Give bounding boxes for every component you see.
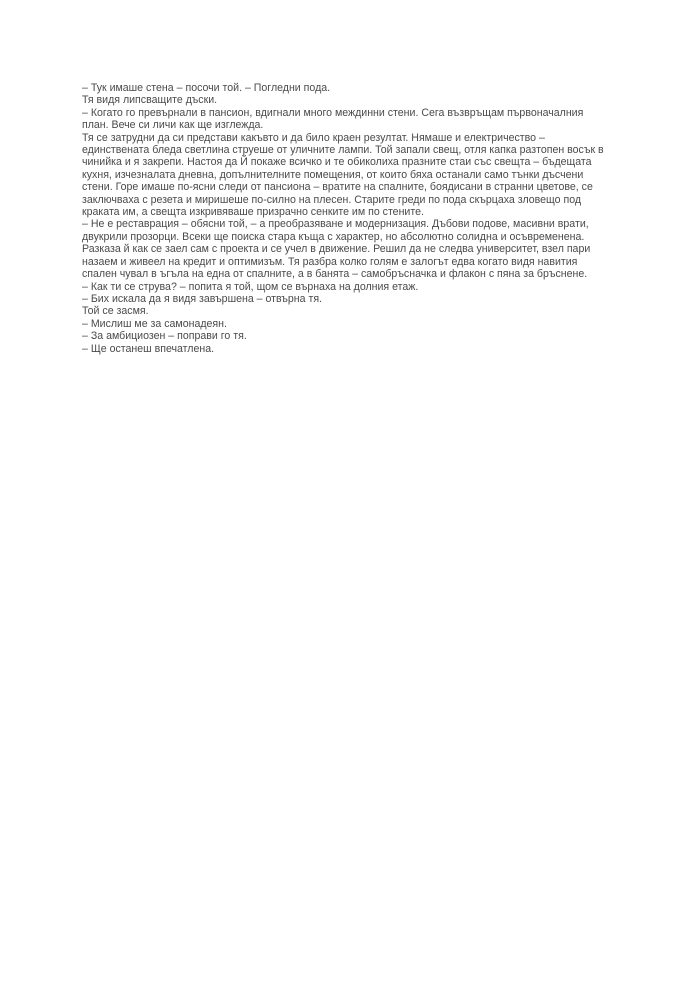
text-line: чинийка и я закрепи. Настоя да Й покаже всичко и те обиколиха празните стаи със свещта – бъдещата — [82, 156, 592, 169]
text-line: Разказа й как се заел сам с проекта и се учел в движение. Решил да не следва университет, взел пари — [82, 243, 591, 256]
text-line: – Как ти се струва? – попита я той, щом се върнаха на долния етаж. — [82, 280, 419, 293]
text-line: – Ще останеш впечатлена. — [82, 342, 215, 355]
text-line: единствената бледа светлина струеше от уличните лампи. Той запали свещ, отля капка разтопен восък в — [82, 144, 604, 157]
text-line: – Бих искала да я видя завършена – отвърна тя. — [82, 292, 323, 305]
text-line: – Тук имаше стена – посочи той. – Погледни пода. — [82, 82, 331, 94]
text-line: кухня, изчезналата дневна, допълнителните помещения, от които бяха останали само тънки дъсчени — [82, 168, 584, 181]
text-line: двукрили прозорци. Всеки ще поиска стара къща с характер, но абсолютно солидна и осъвременена. — [82, 230, 585, 243]
text-line: – Не е реставрация – обясни той, – а преобразяване и модернизация. Дъбови подове, масивни врати, — [82, 218, 589, 231]
text-line: план. Вече си личи как ще изглежда. — [82, 119, 264, 132]
text-line: – Когато го превърнали в пансион, вдигнали много междинни стени. Сега възвръщам първоначалния — [82, 106, 584, 119]
text-line: – Мислиш ме за самонадеян. — [82, 317, 227, 330]
text-line: краката им, а свещта изкривяваше призрачно сенките им по стените. — [82, 206, 424, 219]
text-line: стени. Горе имаше по-ясни следи от пансиона – вратите на спалните, боядисани в странни цветове, се — [82, 181, 593, 194]
text-line: Той се засмя. — [82, 305, 149, 318]
text-line: назаем и живеел на кредит и оптимизъм. Тя разбра колко голям е залогът едва когато видя навития — [82, 255, 578, 268]
body-text — [82, 82, 622, 355]
text-line: Тя се затрудни да си представи какъвто и да било краен резултат. Нямаше и електричество – — [82, 131, 545, 144]
text-line: Тя видя липсващите дъски. — [82, 94, 218, 107]
text-line: – За амбициозен – поправи го тя. — [82, 330, 247, 343]
text-line: спален чувал в ъгъла на една от спалните, а в банята – самобръсначка и флакон с пяна за бръснене. — [82, 268, 588, 281]
text-line: заключваха с резета и миришеше по-силно на плесен. Старите греди по пода скърцаха зловещо под — [82, 193, 582, 206]
